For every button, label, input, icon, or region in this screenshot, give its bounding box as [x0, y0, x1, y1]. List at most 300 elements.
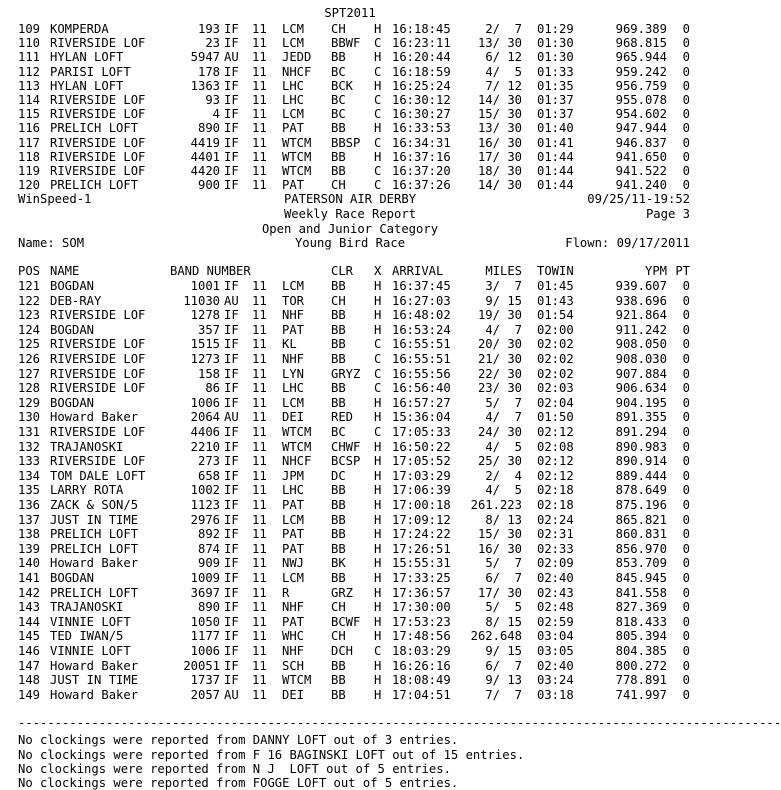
row-ypm: 959.242	[615, 64, 667, 79]
row-name: DEB-RAY	[50, 293, 102, 308]
row-band-code: NHCF	[282, 454, 312, 469]
row-ypm: 818.433	[615, 614, 667, 629]
row-name: Howard Baker	[50, 658, 139, 673]
row-arrival: 18:03:29	[392, 644, 451, 658]
row-band-type: IF	[224, 366, 239, 381]
row-band-type: IF	[224, 600, 239, 615]
row-points: 0	[682, 366, 690, 381]
col-name: NAME	[50, 264, 80, 278]
table-row	[0, 469, 700, 483]
row-name: PRELICH LOFT	[50, 541, 139, 556]
report-datetime: 09/25/11-19:52	[587, 192, 690, 206]
row-points: 0	[682, 149, 690, 164]
row-towin: 01:41	[537, 135, 574, 150]
row-band-year: 11	[252, 107, 267, 122]
row-color: BB	[331, 483, 346, 498]
table-row	[0, 136, 700, 150]
row-band-type: IF	[224, 571, 239, 585]
row-name: Howard Baker	[50, 556, 139, 571]
row-arrival: 16:26:16	[392, 658, 451, 673]
row-ypm: 891.355	[615, 410, 667, 425]
row-towin: 01:35	[537, 78, 574, 93]
row-miles: 14/ 30	[477, 178, 522, 193]
row-band-type: IF	[224, 279, 239, 293]
row-ypm: 890.914	[615, 454, 667, 469]
row-pos: 118	[18, 149, 41, 164]
row-name: VINNIE LOFT	[50, 614, 131, 629]
row-band: 11030	[183, 293, 220, 308]
row-sex: H	[374, 279, 382, 293]
row-miles: 5/ 7	[485, 556, 522, 571]
row-towin: 02:12	[537, 468, 574, 483]
row-band-type: IF	[224, 149, 239, 164]
row-name: TRAJANOSKI	[50, 600, 124, 615]
row-band-year: 11	[252, 614, 267, 629]
row-sex: C	[374, 164, 382, 178]
table-row	[0, 571, 700, 585]
row-band-code: R	[282, 585, 290, 600]
row-color: BB	[331, 673, 346, 688]
row-band-year: 11	[252, 78, 267, 93]
row-band-year: 11	[252, 93, 267, 107]
row-arrival: 17:53:23	[392, 614, 451, 629]
event-name: PATERSON AIR DERBY	[283, 192, 417, 206]
row-sex: H	[374, 308, 382, 323]
row-band-year: 11	[252, 629, 267, 644]
row-sex: C	[374, 366, 382, 381]
row-sex: C	[374, 107, 382, 122]
table-row	[0, 644, 700, 658]
row-sex: H	[374, 121, 382, 136]
row-band-year: 11	[252, 337, 267, 352]
row-band-type: AU	[224, 293, 239, 308]
col-band: BAND NUMBER	[170, 264, 251, 278]
row-band-type: IF	[224, 36, 239, 51]
row-points: 0	[682, 600, 690, 615]
row-band-code: WHC	[282, 629, 305, 644]
row-band-code: LYN	[282, 366, 305, 381]
note-line: No clockings were reported from DANNY LOFT out of 3 entries.	[18, 733, 459, 747]
row-band-code: LCM	[282, 279, 305, 293]
row-color: CH	[331, 22, 346, 36]
row-name: RIVERSIDE LOF	[50, 36, 146, 51]
row-miles: 13/ 30	[477, 121, 522, 136]
row-color: BB	[331, 308, 346, 323]
row-towin: 02:33	[537, 541, 574, 556]
page-number: Page 3	[645, 207, 690, 221]
table-row	[0, 498, 700, 512]
row-band-code: PAT	[282, 322, 305, 337]
row-ypm: 956.759	[615, 78, 667, 93]
table-row	[0, 279, 700, 293]
report-type: Weekly Race Report	[283, 207, 417, 221]
row-towin: 02:12	[537, 425, 574, 439]
name-label: Name: SOM	[18, 236, 85, 250]
row-band-type: IF	[224, 337, 239, 352]
row-arrival: 17:26:51	[392, 541, 451, 556]
row-towin: 02:02	[537, 337, 574, 352]
row-ypm: 941.240	[615, 178, 667, 193]
table-row	[0, 367, 700, 381]
row-towin: 03:04	[537, 629, 574, 644]
row-band-type: IF	[224, 395, 239, 410]
row-band-code: PAT	[282, 498, 305, 512]
row-band-code: NHF	[282, 352, 305, 366]
row-pos: 115	[18, 107, 41, 122]
row-color: BB	[331, 121, 346, 136]
row-color: RED	[331, 410, 354, 425]
row-points: 0	[682, 527, 690, 542]
note-line: No clockings were reported from FOGGE LOFT out of 5 entries.	[18, 776, 459, 790]
row-band: 1273	[190, 352, 220, 366]
row-points: 0	[682, 673, 690, 688]
row-ypm: 907.884	[615, 366, 667, 381]
row-arrival: 17:04:51	[392, 687, 451, 702]
row-band-code: LCM	[282, 395, 305, 410]
row-color: BBWF	[331, 36, 361, 51]
row-pos: 148	[18, 673, 41, 688]
row-ypm: 856.970	[615, 541, 667, 556]
row-miles: 9/ 15	[485, 644, 522, 658]
row-towin: 01:30	[537, 50, 574, 65]
row-band-year: 11	[252, 454, 267, 469]
row-ypm: 805.394	[615, 629, 667, 644]
row-ypm: 947.944	[615, 121, 667, 136]
row-sex: H	[374, 687, 382, 702]
row-sex: H	[374, 600, 382, 615]
row-band-type: IF	[224, 425, 239, 439]
row-band-year: 11	[252, 600, 267, 615]
row-band: 5947	[190, 50, 220, 65]
row-band-code: TOR	[282, 293, 305, 308]
row-ypm: 865.821	[615, 512, 667, 527]
row-ypm: 941.650	[615, 149, 667, 164]
row-band-code: SCH	[282, 658, 305, 673]
row-band-year: 11	[252, 352, 267, 366]
row-sex: H	[374, 527, 382, 542]
row-miles: 4/ 5	[485, 64, 522, 79]
table-row	[0, 542, 700, 556]
row-arrival: 16:37:16	[392, 149, 451, 164]
row-sex: H	[374, 498, 382, 512]
row-band-code: PAT	[282, 527, 305, 542]
row-sex: H	[374, 585, 382, 600]
row-band-code: PAT	[282, 178, 305, 193]
row-sex: H	[374, 614, 382, 629]
row-band: 23	[205, 36, 220, 51]
row-pos: 136	[18, 498, 41, 512]
row-band-code: WTCM	[282, 149, 312, 164]
row-band-code: PAT	[282, 614, 305, 629]
row-pos: 123	[18, 308, 41, 323]
row-miles: 17/ 30	[477, 585, 522, 600]
table-row	[0, 483, 700, 497]
row-towin: 01:29	[537, 22, 574, 36]
table-row	[0, 629, 700, 643]
row-miles: 9/ 15	[485, 293, 522, 308]
row-band-type: IF	[224, 322, 239, 337]
row-miles: 25/ 30	[477, 454, 522, 469]
row-arrival: 17:24:22	[392, 527, 451, 542]
table-row	[0, 556, 700, 570]
row-band: 4420	[190, 164, 220, 178]
row-sex: H	[374, 22, 382, 36]
table-row	[0, 396, 700, 410]
row-miles: 3/ 7	[485, 279, 522, 293]
row-band-year: 11	[252, 658, 267, 673]
row-band-type: IF	[224, 541, 239, 556]
row-band-type: IF	[224, 644, 239, 658]
row-towin: 02:08	[537, 439, 574, 454]
row-arrival: 17:36:57	[392, 585, 451, 600]
column-headers	[0, 264, 700, 278]
row-towin: 01:44	[537, 149, 574, 164]
row-pos: 112	[18, 64, 41, 79]
row-band-code: LCM	[282, 22, 305, 36]
row-towin: 01:54	[537, 308, 574, 323]
row-miles: 4/ 7	[485, 322, 522, 337]
row-miles: 20/ 30	[477, 337, 522, 352]
row-miles: 5/ 5	[485, 600, 522, 615]
row-towin: 02:00	[537, 322, 574, 337]
row-arrival: 17:09:12	[392, 512, 451, 527]
row-color: BK	[331, 556, 346, 571]
row-points: 0	[682, 381, 690, 396]
row-points: 0	[682, 93, 690, 107]
row-color: BB	[331, 687, 346, 702]
col-ypm: YPM	[644, 264, 667, 278]
row-points: 0	[682, 585, 690, 600]
row-arrival: 16:18:59	[392, 64, 451, 79]
table-row	[0, 615, 700, 629]
row-band-type: IF	[224, 352, 239, 366]
note-line: No clockings were reported from F 16 BAGINSKI LOFT out of 15 entries.	[18, 748, 525, 762]
row-band: 1363	[190, 78, 220, 93]
row-band: 658	[197, 468, 220, 483]
row-arrival: 17:06:39	[392, 483, 451, 498]
row-points: 0	[682, 279, 690, 293]
row-band-type: IF	[224, 135, 239, 150]
row-arrival: 18:08:49	[392, 673, 451, 688]
row-band-code: JEDD	[282, 50, 312, 65]
row-ypm: 841.558	[615, 585, 667, 600]
table-row	[0, 440, 700, 454]
row-band: 2057	[190, 687, 220, 702]
row-band: 1278	[190, 308, 220, 323]
row-color: BC	[331, 425, 346, 439]
row-points: 0	[682, 107, 690, 122]
table-row	[0, 36, 700, 50]
row-band-year: 11	[252, 439, 267, 454]
row-pos: 127	[18, 366, 41, 381]
row-ypm: 778.891	[615, 673, 667, 688]
col-clr: CLR	[331, 264, 354, 278]
table-row	[0, 79, 700, 93]
row-arrival: 17:05:33	[392, 425, 451, 439]
row-band-year: 11	[252, 687, 267, 702]
row-arrival: 16:18:45	[392, 22, 451, 36]
row-band: 1737	[190, 673, 220, 688]
row-band-year: 11	[252, 308, 267, 323]
row-arrival: 17:05:52	[392, 454, 451, 469]
row-band-type: IF	[224, 93, 239, 107]
row-color: BB	[331, 279, 346, 293]
table-row	[0, 164, 700, 178]
row-towin: 02:04	[537, 395, 574, 410]
row-band-year: 11	[252, 36, 267, 51]
row-color: BB	[331, 352, 346, 366]
row-band: 2976	[190, 512, 220, 527]
col-miles: MILES	[485, 264, 522, 278]
row-name: Howard Baker	[50, 687, 139, 702]
row-points: 0	[682, 135, 690, 150]
row-band-year: 11	[252, 410, 267, 425]
row-pos: 130	[18, 410, 41, 425]
row-sex: H	[374, 293, 382, 308]
table-row	[0, 688, 700, 702]
row-color: BCK	[331, 78, 354, 93]
row-name: PRELICH LOFT	[50, 585, 139, 600]
row-ypm: 904.195	[615, 395, 667, 410]
row-ypm: 741.997	[615, 687, 667, 702]
row-band: 2064	[190, 410, 220, 425]
row-name: PRELICH LOFT	[50, 178, 139, 193]
divider-line: --------------------------------------------------------------------------------------------------------	[18, 716, 781, 730]
note-line: No clockings were reported from N J LOFT out of 5 entries.	[18, 762, 451, 776]
row-band-type: IF	[224, 178, 239, 193]
row-pos: 114	[18, 93, 41, 107]
row-pos: 126	[18, 352, 41, 366]
row-band-code: LCM	[282, 36, 305, 51]
row-band: 4401	[190, 149, 220, 164]
row-miles: 14/ 30	[477, 93, 522, 107]
row-points: 0	[682, 322, 690, 337]
row-name: BOGDAN	[50, 571, 95, 585]
row-sex: H	[374, 50, 382, 65]
row-miles: 17/ 30	[477, 149, 522, 164]
table-row	[0, 659, 700, 673]
row-band-code: DEI	[282, 410, 305, 425]
flown-date: Flown: 09/17/2011	[565, 236, 690, 250]
row-points: 0	[682, 352, 690, 366]
row-sex: H	[374, 78, 382, 93]
row-pos: 146	[18, 644, 41, 658]
row-points: 0	[682, 50, 690, 65]
row-band: 93	[205, 93, 220, 107]
row-sex: C	[374, 337, 382, 352]
row-band-code: LCM	[282, 107, 305, 122]
row-name: TOM DALE LOFT	[50, 468, 146, 483]
row-arrival: 16:34:31	[392, 135, 451, 150]
table-row	[0, 513, 700, 527]
row-towin: 02:31	[537, 527, 574, 542]
row-name: RIVERSIDE LOF	[50, 381, 146, 396]
row-miles: 5/ 7	[485, 395, 522, 410]
row-band-code: NHF	[282, 600, 305, 615]
row-towin: 02:03	[537, 381, 574, 396]
row-towin: 02:18	[537, 498, 574, 512]
row-towin: 01:43	[537, 293, 574, 308]
row-ypm: 890.983	[615, 439, 667, 454]
row-pos: 129	[18, 395, 41, 410]
row-band-year: 11	[252, 366, 267, 381]
row-name: RIVERSIDE LOF	[50, 308, 146, 323]
row-miles: 22/ 30	[477, 366, 522, 381]
row-arrival: 16:27:03	[392, 293, 451, 308]
row-miles: 18/ 30	[477, 164, 522, 178]
table-row	[0, 600, 700, 614]
row-color: BB	[331, 381, 346, 396]
row-color: BB	[331, 527, 346, 542]
row-points: 0	[682, 483, 690, 498]
row-points: 0	[682, 78, 690, 93]
table-row	[0, 121, 700, 135]
row-color: CH	[331, 629, 346, 644]
row-points: 0	[682, 337, 690, 352]
row-color: GRZ	[331, 585, 354, 600]
row-band-year: 11	[252, 135, 267, 150]
row-band-type: IF	[224, 107, 239, 122]
row-sex: H	[374, 512, 382, 527]
row-pos: 135	[18, 483, 41, 498]
row-band: 1050	[190, 614, 220, 629]
row-ypm: 969.389	[615, 22, 667, 36]
row-name: PRELICH LOFT	[50, 121, 139, 136]
row-band-year: 11	[252, 149, 267, 164]
row-name: Howard Baker	[50, 410, 139, 425]
row-band: 4	[212, 107, 220, 122]
row-pos: 149	[18, 687, 41, 702]
row-name: JUST IN TIME	[50, 673, 139, 688]
row-band-year: 11	[252, 22, 267, 36]
row-miles: 7/ 12	[485, 78, 522, 93]
sheet-title: SPT2011	[324, 6, 376, 20]
row-miles: 15/ 30	[477, 527, 522, 542]
col-pos: POS	[18, 264, 41, 278]
row-pos: 121	[18, 279, 41, 293]
row-arrival: 16:25:24	[392, 78, 451, 93]
row-ypm: 804.385	[615, 644, 667, 658]
row-color: BB	[331, 322, 346, 337]
row-name: RIVERSIDE LOF	[50, 107, 146, 122]
row-arrival: 17:48:56	[392, 629, 451, 644]
row-pos: 145	[18, 629, 41, 644]
row-arrival: 15:55:31	[392, 556, 451, 571]
row-miles: 23/ 30	[477, 381, 522, 396]
row-band-code: PAT	[282, 541, 305, 556]
row-band: 4419	[190, 135, 220, 150]
row-sex: C	[374, 64, 382, 79]
row-miles: 16/ 30	[477, 135, 522, 150]
row-band: 890	[197, 600, 220, 615]
row-band-type: IF	[224, 527, 239, 542]
row-band-code: NHF	[282, 644, 305, 658]
row-pos: 117	[18, 135, 41, 150]
row-band: 4406	[190, 425, 220, 439]
row-sex: H	[374, 439, 382, 454]
row-towin: 03:18	[537, 687, 574, 702]
row-sex: H	[374, 629, 382, 644]
row-ypm: 845.945	[615, 571, 667, 585]
row-towin: 02:24	[537, 512, 574, 527]
table-row	[0, 178, 700, 192]
row-pos: 143	[18, 600, 41, 615]
row-band-type: IF	[224, 468, 239, 483]
row-ypm: 941.522	[615, 164, 667, 178]
row-sex: H	[374, 673, 382, 688]
row-pos: 147	[18, 658, 41, 673]
row-band-code: DEI	[282, 687, 305, 702]
